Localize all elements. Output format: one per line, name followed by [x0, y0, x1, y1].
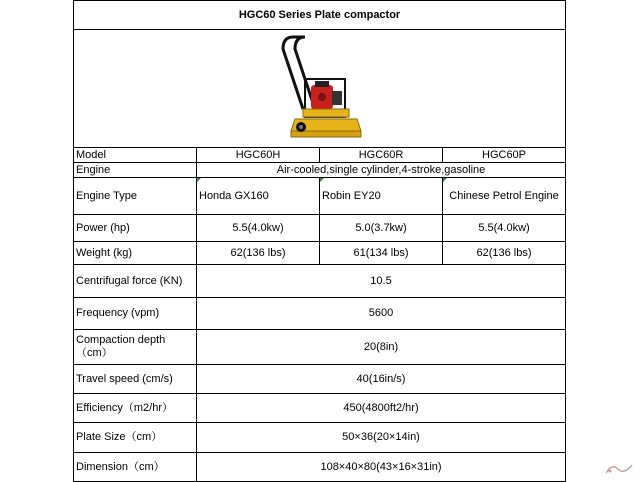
engine-type-hgc60p: Chinese Petrol Engine: [443, 178, 566, 215]
plate-value: 50×36(20×14in): [197, 423, 566, 453]
weight-hgc60p: 62(136 lbs): [443, 242, 566, 265]
frequency-value: 5600: [197, 298, 566, 330]
product-image-cell: [74, 30, 566, 148]
header-hgc60p: HGC60P: [443, 148, 566, 163]
table-title: HGC60 Series Plate compactor: [74, 1, 566, 30]
centrifugal-label: Centrifugal force (KN): [74, 265, 197, 298]
watermark-logo-icon: [604, 461, 634, 475]
weight-hgc60h: 62(136 lbs): [197, 242, 320, 265]
engine-type-hgc60r: Robin EY20: [320, 178, 443, 215]
spec-table: [73, 0, 566, 482]
dimension-label: Dimension（cm）: [74, 453, 197, 482]
engine-type-hgc60h: Honda GX160: [197, 178, 320, 215]
weight-label: Weight (kg): [74, 242, 197, 265]
dimension-value: 108×40×80(43×16×31in): [197, 453, 566, 482]
header-model: Model: [74, 148, 197, 163]
efficiency-label: Efficiency（m2/hr）: [74, 394, 197, 423]
header-hgc60r: HGC60R: [320, 148, 443, 163]
centrifugal-value: 10.5: [197, 265, 566, 298]
engine-value: Air-cooled,single cylinder,4-stroke,gasoline: [197, 163, 566, 178]
plate-compactor-image: [275, 31, 365, 143]
compaction-label: Compaction depth （cm）: [74, 330, 197, 365]
travel-label: Travel speed (cm/s): [74, 365, 197, 394]
power-hgc60r: 5.0(3.7kw): [320, 215, 443, 242]
engine-type-label: Engine Type: [74, 178, 197, 215]
header-hgc60h: HGC60H: [197, 148, 320, 163]
power-hgc60p: 5.5(4.0kw): [443, 215, 566, 242]
compaction-value: 20(8in): [197, 330, 566, 365]
power-label: Power (hp): [74, 215, 197, 242]
power-hgc60h: 5.5(4.0kw): [197, 215, 320, 242]
travel-value: 40(16in/s): [197, 365, 566, 394]
plate-label: Plate Size（cm）: [74, 423, 197, 453]
frequency-label: Frequency (vpm): [74, 298, 197, 330]
engine-label: Engine: [74, 163, 197, 178]
weight-hgc60r: 61(134 lbs): [320, 242, 443, 265]
efficiency-value: 450(4800ft2/hr): [197, 394, 566, 423]
